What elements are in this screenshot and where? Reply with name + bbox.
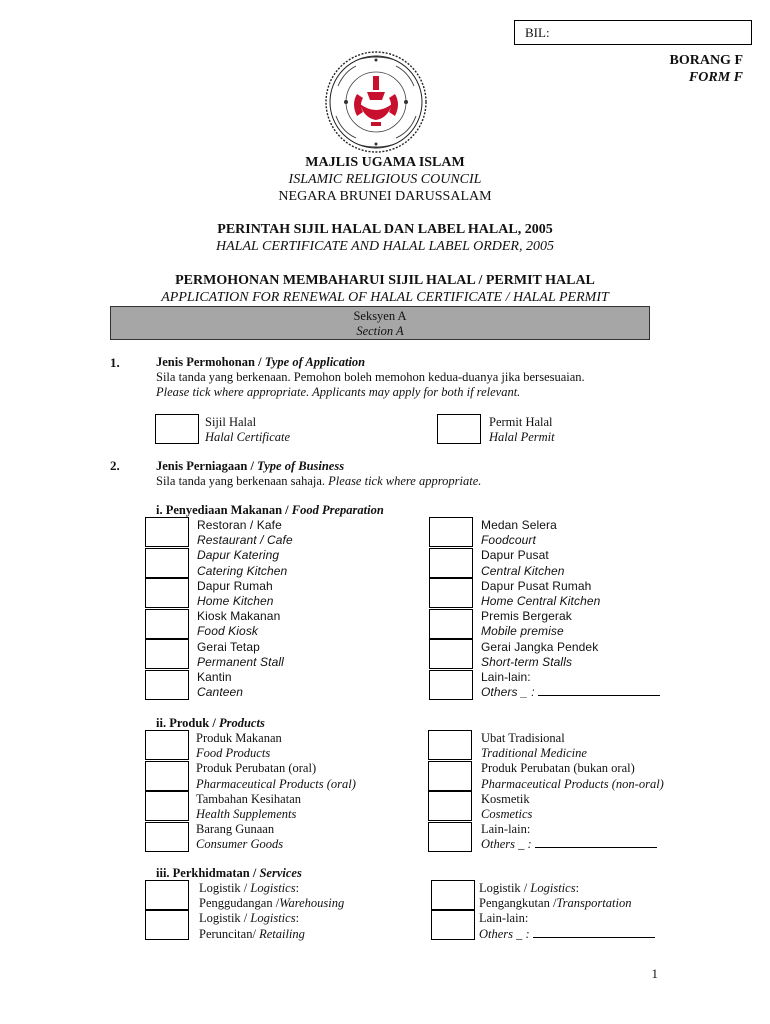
- label-ms: Premis Bergerak: [481, 609, 572, 624]
- label-en: Home Kitchen: [197, 594, 274, 609]
- label-en: Catering Kitchen: [197, 563, 288, 578]
- label-ms: Dapur Pusat: [481, 548, 549, 563]
- checkbox-logistics-retailing[interactable]: [145, 910, 189, 940]
- checkbox-restaurant-cafe[interactable]: [145, 517, 189, 547]
- checkbox-products-others[interactable]: [428, 822, 472, 852]
- form-code-ms: BORANG F: [669, 53, 743, 68]
- label-ms: Tambahan Kesihatan: [196, 791, 301, 806]
- label-en: Food Kiosk: [197, 624, 259, 639]
- label-ms: Dapur Rumah: [197, 578, 273, 593]
- label-en: Warehousing: [279, 896, 345, 911]
- checkbox-short-term-stalls[interactable]: [429, 639, 473, 669]
- food-right-labels: [481, 518, 660, 700]
- label-en: Pharmaceutical Products (oral): [196, 776, 356, 791]
- label-en: Others _ :: [481, 685, 535, 700]
- label-ms: Logistik /: [199, 911, 251, 926]
- form-code: [670, 52, 744, 86]
- label-en: Others _ :: [481, 837, 532, 852]
- checkbox-home-central-kitchen[interactable]: [429, 578, 473, 608]
- checkbox-pharma-non-oral[interactable]: [428, 761, 472, 791]
- option-label-ms: Permit Halal: [489, 415, 553, 429]
- checkbox-canteen[interactable]: [145, 670, 189, 700]
- order-title-en: HALAL CERTIFICATE AND HALAL LABEL ORDER, 2005: [216, 239, 554, 254]
- q2-instruction-ms: Sila tanda yang berkenaan sahaja.: [156, 474, 329, 488]
- label-ms: Logistik /: [199, 881, 251, 895]
- org-name-en: ISLAMIC RELIGIOUS COUNCIL: [288, 172, 482, 187]
- label-en: Canteen: [197, 685, 244, 700]
- application-title-ms: PERMOHONAN MEMBAHARUI SIJIL HALAL / PERMIT HALAL: [175, 273, 595, 288]
- checkbox-logistics-warehousing[interactable]: [145, 880, 189, 910]
- checkbox-halal-permit[interactable]: [437, 414, 481, 444]
- label-en: Restaurant / Cafe: [197, 533, 293, 548]
- section-title-ms: Seksyen A: [353, 309, 407, 323]
- service-label: [199, 896, 344, 911]
- service-label: [479, 896, 655, 911]
- bil-field[interactable]: [514, 20, 752, 45]
- checkbox-services-others[interactable]: [431, 910, 475, 940]
- label-en: Foodcourt: [481, 533, 536, 548]
- form-code-en: FORM F: [688, 70, 743, 85]
- service-label: [199, 927, 344, 942]
- checkbox-foodcourt[interactable]: [429, 517, 473, 547]
- products-others-input[interactable]: [535, 837, 657, 848]
- option-label-ms: Sijil Halal: [205, 415, 257, 429]
- option-halal-permit: [489, 415, 555, 445]
- label-en: Central Kitchen: [481, 563, 565, 578]
- label-ms: Medan Selera: [481, 518, 557, 532]
- label-ms: Dapur Katering: [197, 548, 280, 563]
- label-tail: :: [295, 881, 300, 895]
- label-ms: Pengangkutan /: [479, 896, 557, 911]
- label-en: Permanent Stall: [197, 654, 284, 669]
- label-en: Transportation: [556, 896, 632, 911]
- label-ms: Ubat Tradisional: [481, 731, 565, 745]
- label-en: Health Supplements: [196, 807, 297, 822]
- label-tail: :: [295, 911, 300, 926]
- label-ms: Kosmetik: [481, 791, 530, 806]
- label-en: Logistics: [530, 881, 576, 895]
- label-ms: Gerai Tetap: [197, 639, 260, 654]
- q2-number: 2.: [110, 458, 120, 473]
- label-en: Others _ :: [479, 926, 530, 941]
- label-en: Logistics: [250, 881, 296, 895]
- heading-ms: iii. Perkhidmatan /: [156, 866, 260, 880]
- label-ms: Kiosk Makanan: [197, 609, 281, 624]
- country-name: NEGARA BRUNEI DARUSSALAM: [278, 189, 492, 204]
- q2-title: [156, 459, 344, 474]
- service-label: [199, 911, 344, 926]
- label-en: Home Central Kitchen: [481, 594, 601, 609]
- heading-en: Food Preparation: [291, 503, 384, 517]
- food-left-labels: [197, 518, 293, 700]
- label-en: Logistics: [250, 911, 296, 926]
- option-label-en: Halal Certificate: [205, 430, 291, 444]
- food-preparation-heading: [156, 503, 384, 518]
- label-en: Consumer Goods: [196, 837, 284, 852]
- section-a-header: [110, 306, 650, 340]
- application-title-en: APPLICATION FOR RENEWAL OF HALAL CERTIFICATE / HALAL PERMIT: [161, 290, 609, 305]
- checkbox-food-kiosk[interactable]: [145, 609, 189, 639]
- label-ms: Lain-lain:: [479, 911, 529, 926]
- q1-instruction-ms: Sila tanda yang berkenaan. Pemohon boleh memohon kedua-duanya jika bersesuaian.: [156, 370, 585, 384]
- label-ms: Peruncitan/: [199, 926, 260, 941]
- heading-ms: i. Penyediaan Makanan /: [156, 503, 292, 517]
- checkbox-health-supplements[interactable]: [145, 791, 189, 821]
- label-ms: Kantin: [197, 670, 232, 685]
- label-ms: Produk Makanan: [196, 731, 282, 745]
- q1-title-en: Type of Application: [264, 355, 366, 369]
- checkbox-halal-certificate[interactable]: [155, 414, 199, 444]
- label-ms: Penggudangan /: [199, 896, 280, 911]
- emblem-seal-icon: [317, 46, 435, 154]
- section-title-en: Section A: [356, 324, 404, 338]
- label-en: Traditional Medicine: [481, 746, 587, 761]
- label-en: Cosmetics: [481, 807, 533, 822]
- heading-en: Products: [218, 716, 265, 730]
- services-right-labels: [479, 881, 655, 942]
- services-heading: [156, 866, 302, 881]
- label-ms: Lain-lain:: [481, 670, 531, 685]
- heading-en: Services: [259, 866, 302, 880]
- q2-instruction: [156, 474, 481, 489]
- checkbox-traditional-medicine[interactable]: [428, 730, 472, 760]
- page-number: 1: [651, 966, 658, 981]
- q2-instruction-en: Please tick where appropriate.: [328, 474, 482, 488]
- label-ms: Logistik /: [479, 881, 531, 895]
- label-en: Short-term Stalls: [481, 654, 573, 669]
- option-label-en: Halal Permit: [489, 430, 555, 444]
- label-ms: Restoran / Kafe: [197, 518, 282, 532]
- checkbox-catering-kitchen[interactable]: [145, 548, 189, 578]
- checkbox-consumer-goods[interactable]: [145, 822, 189, 852]
- label-tail: :: [575, 881, 580, 895]
- services-left-labels: [199, 881, 344, 942]
- label-ms: Dapur Pusat Rumah: [481, 578, 592, 593]
- checkbox-logistics-transportation[interactable]: [431, 880, 475, 910]
- products-left-labels: [196, 731, 356, 853]
- products-heading: [156, 716, 265, 731]
- checkbox-pharma-oral[interactable]: [145, 761, 189, 791]
- label-ms: Barang Gunaan: [196, 822, 275, 837]
- org-name-ms: MAJLIS UGAMA ISLAM: [305, 155, 465, 170]
- label-ms: Lain-lain:: [481, 822, 531, 837]
- label-ms: Produk Perubatan (bukan oral): [481, 761, 635, 776]
- label-ms: Produk Perubatan (oral): [196, 761, 317, 776]
- service-label: [199, 881, 344, 896]
- label-en: Food Products: [196, 746, 271, 761]
- services-others-input[interactable]: [533, 927, 655, 938]
- food-others-input[interactable]: [538, 685, 660, 696]
- heading-ms: ii. Produk /: [156, 716, 219, 730]
- q1-title: [156, 355, 365, 370]
- label-en: Pharmaceutical Products (non-oral): [481, 776, 664, 791]
- products-right-labels: [481, 731, 664, 853]
- label-en: Retailing: [259, 926, 305, 941]
- q2-title-ms: Jenis Perniagaan /: [156, 459, 258, 473]
- service-label: [479, 881, 655, 896]
- checkbox-food-others[interactable]: [429, 670, 473, 700]
- bil-label: BIL:: [525, 25, 550, 40]
- checkbox-permanent-stall[interactable]: [145, 639, 189, 669]
- checkbox-home-kitchen[interactable]: [145, 578, 189, 608]
- council-emblem: [317, 46, 435, 154]
- checkbox-central-kitchen[interactable]: [429, 548, 473, 578]
- order-title-ms: PERINTAH SIJIL HALAL DAN LABEL HALAL, 2005: [217, 222, 553, 237]
- q1-title-ms: Jenis Permohonan /: [156, 355, 265, 369]
- checkbox-mobile-premise[interactable]: [429, 609, 473, 639]
- checkbox-food-products[interactable]: [145, 730, 189, 760]
- option-halal-certificate: [205, 415, 290, 445]
- q2-title-en: Type of Business: [257, 459, 345, 473]
- label-ms: Gerai Jangka Pendek: [481, 639, 599, 654]
- q1-number: 1.: [110, 355, 120, 370]
- checkbox-cosmetics[interactable]: [428, 791, 472, 821]
- q1-instruction-en: Please tick where appropriate. Applicants may apply for both if relevant.: [156, 385, 521, 399]
- label-en: Mobile premise: [481, 624, 564, 639]
